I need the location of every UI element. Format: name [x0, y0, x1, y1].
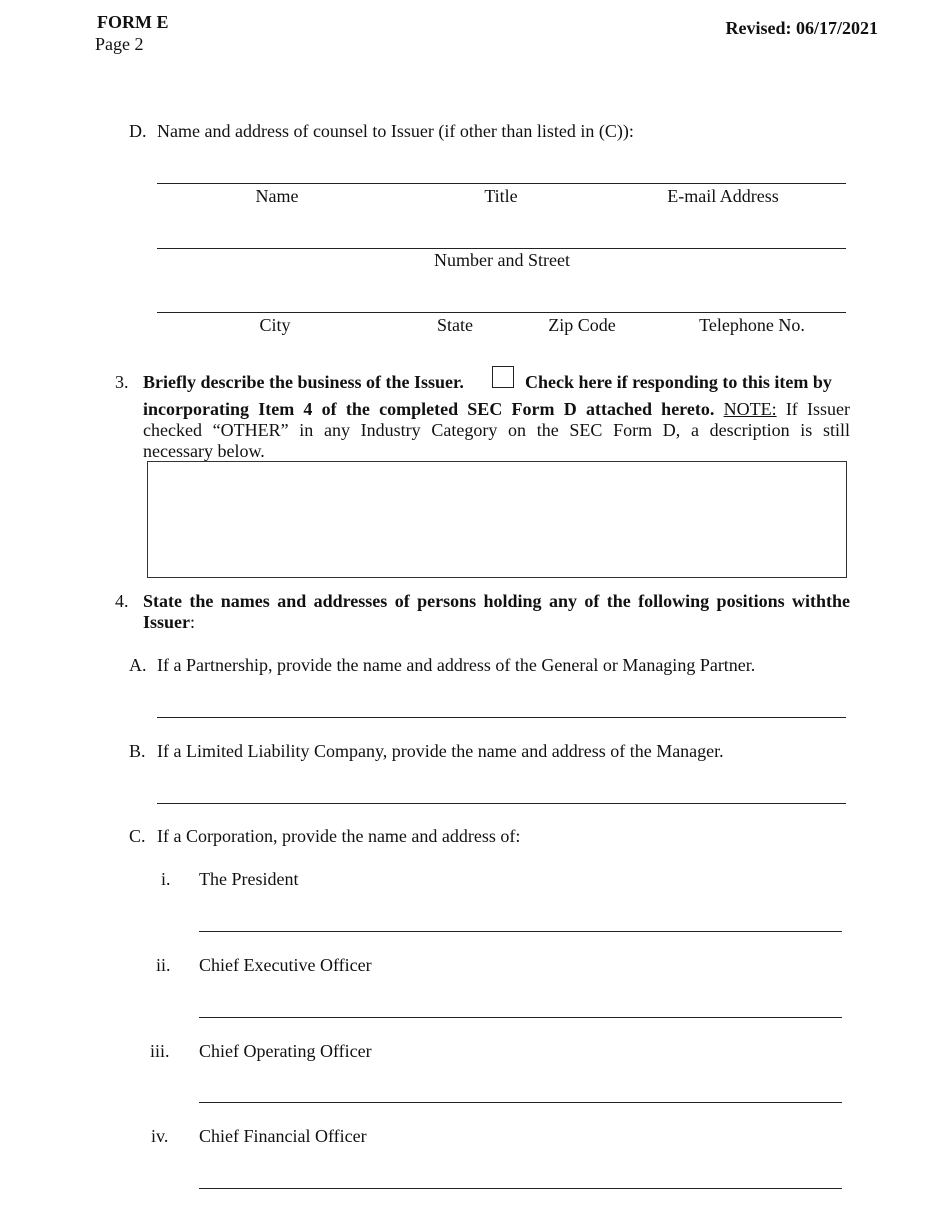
role-number: iv.	[151, 1126, 169, 1146]
item-4b-label: B.	[129, 741, 146, 761]
item-4b-text: If a Limited Liability Company, provide the name and address of the Manager.	[157, 741, 724, 761]
caption-state: State	[437, 315, 473, 335]
section-d-text: Name and address of counsel to Issuer (if other than listed in (C)):	[157, 121, 634, 141]
item-4c-text: If a Corporation, provide the name and address of:	[157, 826, 521, 846]
item-3-lead: Briefly describe the business of the Issuer.	[143, 372, 464, 392]
item-3-note-3: necessary below.	[143, 441, 265, 461]
item-3-check-text-2: incorporating Item 4 of the completed SEC Form D attached hereto.	[143, 399, 715, 419]
counsel-street-line[interactable]	[157, 248, 846, 249]
item-4a-text: If a Partnership, provide the name and address of the General or Managing Partner.	[157, 655, 756, 675]
caption-city: City	[259, 315, 291, 335]
item-3-note-2: checked “OTHER” in any Industry Category on the SEC Form D, a description is still	[143, 420, 850, 440]
president-answer-line[interactable]	[199, 931, 842, 932]
form-name: FORM E	[97, 12, 169, 32]
role-cfo: Chief Financial Officer	[199, 1126, 367, 1146]
item-4-heading-colon: :	[190, 612, 196, 632]
item-3-note-1: If Issuer	[785, 399, 851, 419]
business-description-box[interactable]	[147, 461, 847, 578]
caption-email: E-mail Address	[667, 186, 779, 206]
caption-phone: Telephone No.	[699, 315, 805, 335]
item-4-heading-2: Issuer	[143, 612, 191, 632]
item-4-heading-1: State the names and addresses of persons holding any of the following positions withthe	[143, 591, 850, 611]
revised-date: Revised: 06/17/2021	[725, 18, 878, 38]
cfo-answer-line[interactable]	[199, 1188, 842, 1189]
role-president: The President	[199, 869, 299, 889]
form-d-checkbox[interactable]	[492, 366, 514, 388]
counsel-name-line[interactable]	[157, 183, 846, 184]
item-3-line-2	[143, 399, 850, 420]
role-coo: Chief Operating Officer	[199, 1041, 372, 1061]
item-4-number: 4.	[115, 591, 129, 611]
item-3-check-text-1: Check here if responding to this item by	[525, 372, 832, 392]
manager-answer-line[interactable]	[157, 803, 846, 804]
item-3-number: 3.	[115, 372, 129, 392]
role-ceo: Chief Executive Officer	[199, 955, 372, 975]
section-d-label: D.	[129, 121, 147, 141]
caption-name: Name	[255, 186, 299, 206]
role-number: iii.	[150, 1041, 170, 1061]
item-4a-label: A.	[129, 655, 147, 675]
partner-answer-line[interactable]	[157, 717, 846, 718]
coo-answer-line[interactable]	[199, 1102, 842, 1103]
caption-title: Title	[484, 186, 518, 206]
item-4-heading-2-wrap	[143, 612, 195, 633]
caption-street: Number and Street	[434, 250, 570, 270]
ceo-answer-line[interactable]	[199, 1017, 842, 1018]
caption-zip: Zip Code	[548, 315, 616, 335]
counsel-city-line[interactable]	[157, 312, 846, 313]
item-3-note-label: NOTE:	[723, 399, 777, 419]
item-4c-label: C.	[129, 826, 146, 846]
role-number: i.	[161, 869, 171, 889]
role-number: ii.	[156, 955, 171, 975]
page-number: Page 2	[95, 34, 144, 54]
